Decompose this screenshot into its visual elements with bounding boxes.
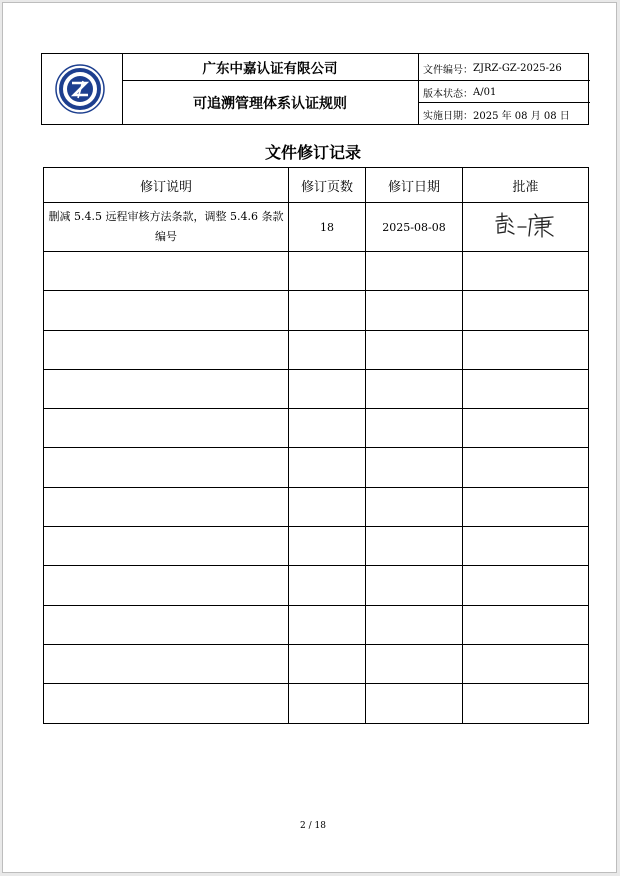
table-cell	[366, 605, 463, 644]
table-cell	[289, 566, 366, 605]
page-number: 2 / 18	[300, 821, 326, 831]
table-row	[44, 684, 589, 723]
header-table	[41, 53, 589, 125]
revision-date: 2025-08-08	[366, 203, 463, 252]
table-cell	[289, 409, 366, 448]
table-row	[44, 566, 589, 605]
table-cell	[289, 487, 366, 526]
document-page	[2, 2, 617, 873]
version-label: 版本状态：	[423, 88, 473, 100]
table-cell	[289, 252, 366, 291]
column-header-date: 修订日期	[366, 168, 463, 203]
table-cell	[463, 487, 589, 526]
version-value: A/01	[473, 86, 497, 98]
table-cell	[44, 291, 289, 330]
approval-signature	[463, 203, 589, 252]
table-cell	[366, 369, 463, 408]
table-cell	[44, 330, 289, 369]
table-cell	[366, 291, 463, 330]
table-cell	[289, 291, 366, 330]
table-row	[44, 291, 589, 330]
table-cell	[366, 566, 463, 605]
table-row	[44, 252, 589, 291]
table-cell	[463, 684, 589, 723]
table-cell	[366, 527, 463, 566]
table-row	[44, 605, 589, 644]
table-row	[44, 369, 589, 408]
table-cell	[366, 409, 463, 448]
table-row	[44, 448, 589, 487]
effective-date	[423, 103, 589, 125]
table-cell	[366, 252, 463, 291]
table-row	[44, 644, 589, 683]
version-status	[423, 81, 589, 103]
file-number	[423, 57, 589, 79]
revision-table	[43, 167, 589, 724]
table-row	[44, 203, 589, 252]
table-cell	[463, 644, 589, 683]
document-title: 可追溯管理体系认证规则	[193, 95, 347, 112]
page-title: 文件修订记录	[264, 143, 361, 162]
column-header-description: 修订说明	[44, 168, 289, 203]
table-cell	[366, 487, 463, 526]
table-cell	[289, 605, 366, 644]
table-cell	[44, 644, 289, 683]
table-cell	[44, 487, 289, 526]
table-row	[44, 330, 589, 369]
column-header-approval: 批准	[463, 168, 589, 203]
table-cell	[366, 448, 463, 487]
file-number-value: ZJRZ-GZ-2025-26	[473, 62, 562, 74]
table-cell	[289, 527, 366, 566]
table-cell	[44, 684, 289, 723]
table-cell	[289, 330, 366, 369]
table-cell	[366, 684, 463, 723]
table-cell	[463, 605, 589, 644]
table-cell	[463, 409, 589, 448]
column-header-pages: 修订页数	[289, 168, 366, 203]
table-cell	[463, 330, 589, 369]
table-cell	[44, 409, 289, 448]
table-cell	[44, 252, 289, 291]
effective-date-label: 实施日期：	[423, 110, 473, 122]
company-name: 广东中嘉认证有限公司	[202, 61, 338, 77]
table-cell	[463, 252, 589, 291]
handwritten-signature	[491, 208, 561, 242]
table-cell	[44, 605, 289, 644]
table-row	[44, 527, 589, 566]
table-cell	[289, 369, 366, 408]
table-cell	[366, 644, 463, 683]
table-cell	[44, 566, 289, 605]
table-cell	[463, 448, 589, 487]
table-cell	[463, 566, 589, 605]
table-cell	[463, 291, 589, 330]
table-cell	[44, 527, 289, 566]
table-cell	[44, 448, 289, 487]
table-cell	[366, 330, 463, 369]
company-logo	[50, 63, 110, 115]
table-cell	[289, 448, 366, 487]
revision-description: 删减 5.4.5 远程审核方法条款，调整 5.4.6 条款编号	[44, 203, 289, 252]
table-row	[44, 487, 589, 526]
table-cell	[44, 369, 289, 408]
effective-date-value: 2025 年 08 月 08 日	[473, 110, 570, 122]
table-cell	[289, 644, 366, 683]
table-cell	[463, 369, 589, 408]
table-cell	[289, 684, 366, 723]
file-number-label: 文件编号：	[423, 64, 473, 76]
table-cell	[463, 527, 589, 566]
revision-pages: 18	[289, 203, 366, 252]
table-row	[44, 409, 589, 448]
